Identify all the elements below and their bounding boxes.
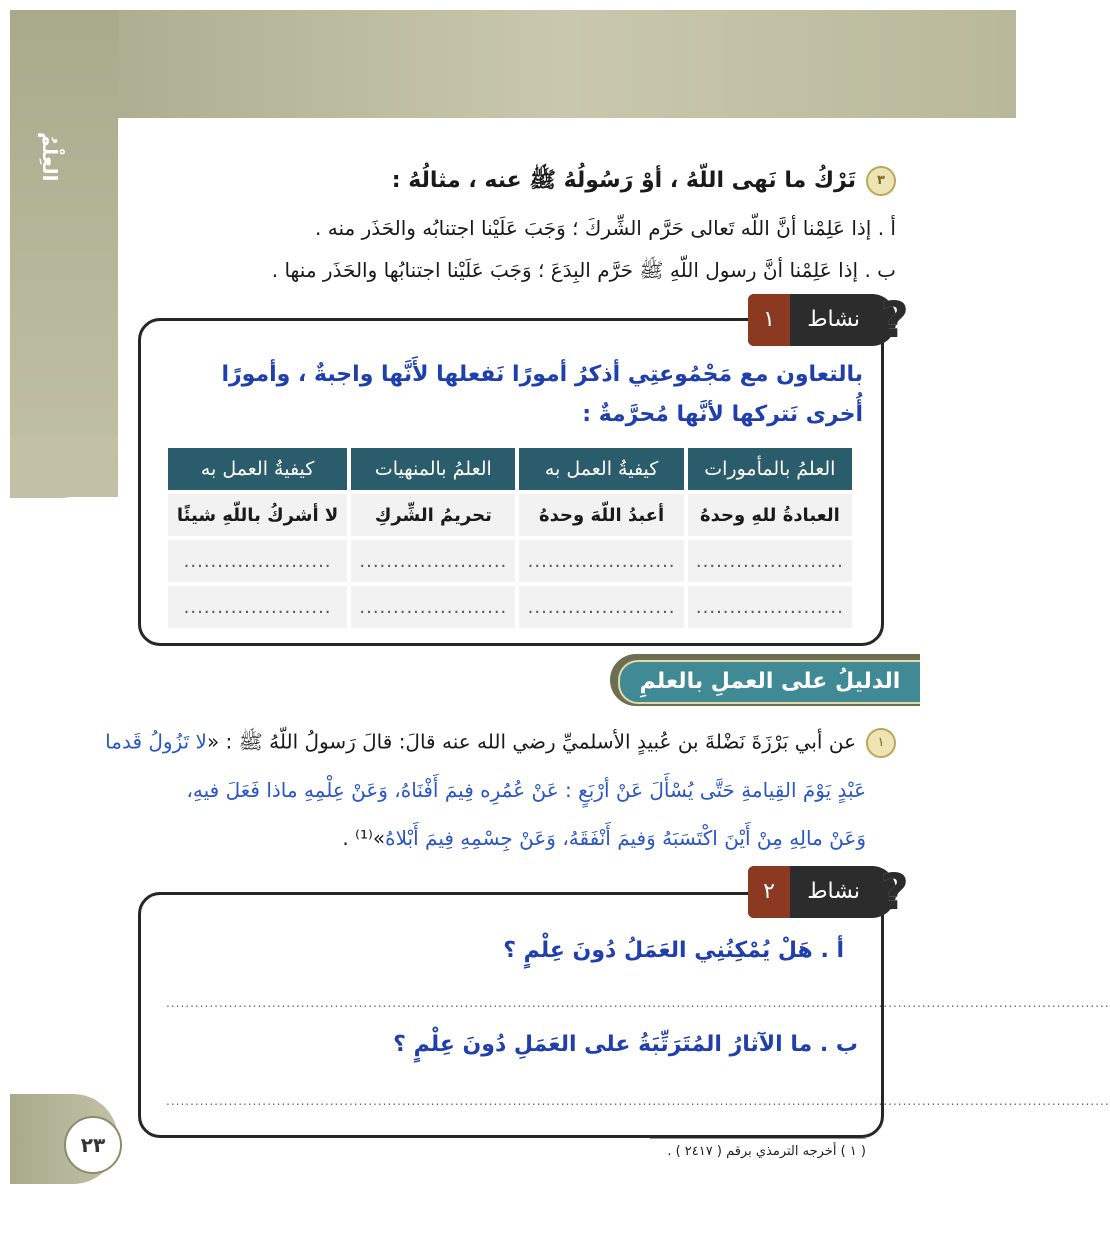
answer-blank-cell[interactable]: ......................	[519, 540, 683, 586]
intro-item-a: أ . إذا عَلِمْنا أنَّ اللّه تَعالى حَرَّم الشِّركَ ؛ وَجَبَ عَلَيْنا اجتنابُه والحَذَر منه .	[315, 216, 896, 240]
activity-1-tab	[748, 294, 896, 346]
answer-blank-cell[interactable]: ......................	[519, 586, 683, 632]
table-cell: أعبدُ اللّهَ وحدهُ	[519, 494, 683, 540]
left-decorative-band	[10, 10, 118, 497]
activity-2-number: ٢	[748, 866, 790, 918]
table-cell: العبادةُ للهِ وحدهُ	[688, 494, 852, 540]
section-title: الدليلُ على العملِ بالعلمِ	[618, 660, 920, 704]
hadith-close: »⁽¹⁾ .	[342, 826, 386, 850]
activity-1-label: نشاط	[807, 307, 860, 332]
question-mark-icon: ?	[880, 291, 910, 349]
table-cell: تحريمُ الشِّركِ	[351, 494, 515, 540]
table-header: كيفيةُ العمل به	[519, 448, 683, 494]
activity-2-tab	[748, 866, 896, 918]
answer-blank-cell[interactable]: ......................	[688, 586, 852, 632]
table-header-row	[168, 448, 852, 494]
hadith-narrator: عن أبي بَرْزَةَ نَضْلةَ بن عُبيدٍ الأسلميِّ رضي الله عنه قالَ: قالَ رَسولُ اللّهُ ﷺ : «	[206, 729, 856, 754]
answer-line-a[interactable]: ....................................................................................................................................................................................................	[166, 996, 1110, 1010]
activity-2-label: نشاط	[807, 879, 860, 904]
answer-blank-cell[interactable]: ......................	[351, 586, 515, 632]
section-banner	[610, 654, 920, 706]
table-row	[168, 586, 852, 632]
hadith-line-1	[105, 728, 896, 759]
intro-heading	[392, 166, 896, 198]
footnote: ( ١ ) أخرجه الترمذي برقم ( ٢٤١٧ ) .	[667, 1144, 866, 1159]
answer-line-b[interactable]: ....................................................................................................................................................................................................	[166, 1094, 1110, 1108]
table-cell: لا أشركُ باللّهِ شيئًا	[168, 494, 347, 540]
hadith-quote-start: لا تَزُولُ قَدما	[105, 729, 207, 754]
activity-1-instruction: بالتعاون مع مَجْمُوعتِي أذكرُ أمورًا نَفعلها لأَنَّها واجبةٌ ، وأمورًا أُخرى نَتركها لأنَّها مُحرَّمةٌ :	[221, 362, 863, 427]
answer-blank-cell[interactable]: ......................	[688, 540, 852, 586]
page-number: ٢٣	[64, 1116, 122, 1174]
top-decorative-band	[10, 10, 1016, 118]
answer-blank-cell[interactable]: ......................	[168, 540, 347, 586]
table-header: العلمُ بالمنهيات	[351, 448, 515, 494]
table-row	[168, 494, 852, 540]
hadith-quote-end: وَعَنْ مالِهِ مِنْ أَيْنَ اكْتَسَبَهُ وَفيمَ أَنْفَقَهُ، وَعَنْ جِسْمِهِ فِيمَ أَبْلاهُ	[385, 826, 866, 850]
activity-1-number: ١	[748, 294, 790, 346]
table-header: العلمُ بالمأمورات	[688, 448, 852, 494]
activity-1-table	[164, 448, 856, 632]
star-marker-icon: ٣	[866, 166, 896, 196]
answer-blank-cell[interactable]: ......................	[168, 586, 347, 632]
intro-heading-text: تَرْكُ ما نَهى اللّهُ ، أوْ رَسُولُهُ ﷺ عنه ، مثالُهُ :	[391, 168, 856, 193]
star-marker-icon: ١	[866, 728, 896, 758]
table-header: كيفيةُ العمل به	[168, 448, 347, 494]
chapter-side-title: العِلْمُ	[38, 132, 62, 182]
hadith-line-2: عَبْدٍ يَوْمَ القِيامةِ حَتَّى يُسْأَلَ عَنْ أرْبَعٍ : عَنْ عُمُرِه فِيمَ أَفْنَاهُ، وَعَنْ عِلْمِهِ ماذا فَعَلَ فيهِ،	[186, 778, 866, 802]
footnote-divider	[650, 1138, 866, 1139]
answer-blank-cell[interactable]: ......................	[351, 540, 515, 586]
hadith-line-3	[342, 826, 866, 850]
table-row	[168, 540, 852, 586]
question-mark-icon: ?	[880, 863, 910, 921]
intro-item-b: ب . إذا عَلِمْنا أنَّ رسول اللّهِ ﷺ حَرَّم البِدَعَ ؛ وَجَبَ عَلَيْنا اجتنابُها والحَذَر منها .	[271, 258, 896, 282]
activity-2-question-b: ب . ما الآثارُ المُتَرَتِّبَةُ على العَمَلِ دُونَ عِلْمٍ ؟	[393, 1032, 858, 1057]
activity-2-question-a: أ . هَلْ يُمْكِنُنِي العَمَلُ دُونَ عِلْمٍ ؟	[503, 938, 844, 963]
